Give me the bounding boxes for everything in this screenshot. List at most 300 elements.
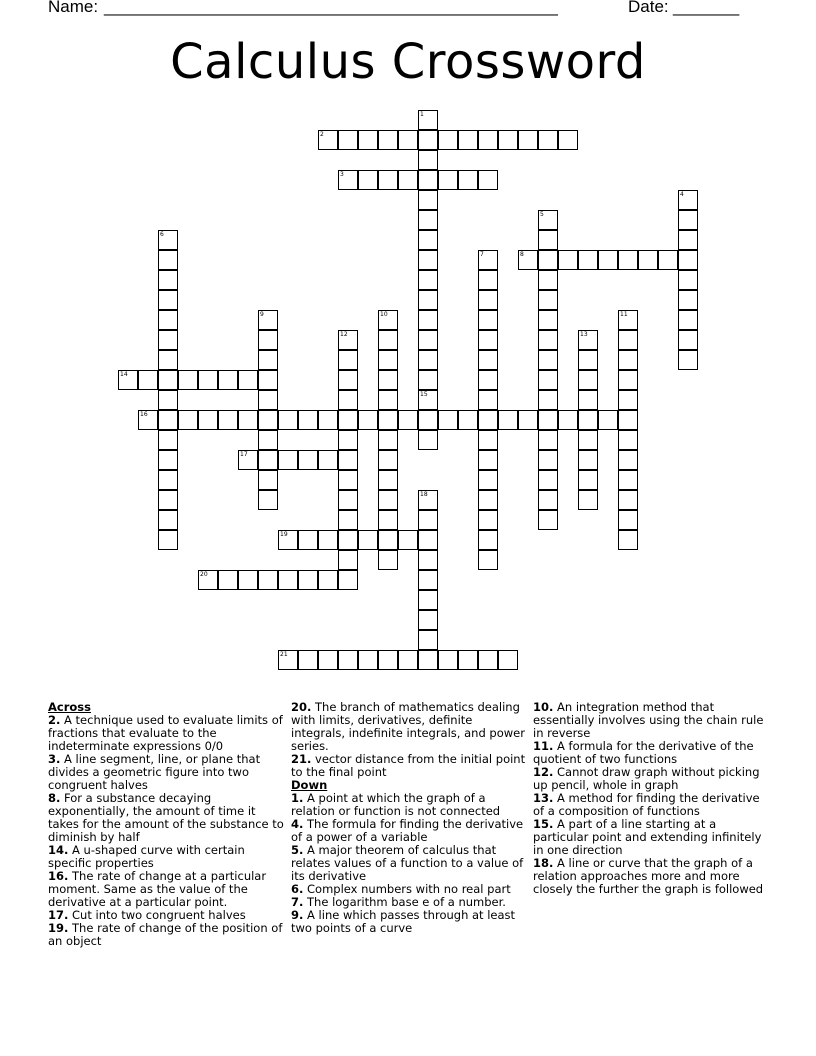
grid-cell[interactable] <box>258 430 278 450</box>
grid-cell[interactable] <box>618 490 638 510</box>
grid-cell[interactable] <box>418 290 438 310</box>
clue-item <box>291 909 527 935</box>
grid-cell[interactable] <box>278 450 298 470</box>
grid-cell[interactable] <box>658 250 678 270</box>
grid-cell[interactable] <box>398 410 418 430</box>
grid-cell[interactable] <box>418 570 438 590</box>
name-label: Name: <box>48 0 99 16</box>
grid-cell[interactable] <box>158 390 178 410</box>
grid-cell[interactable] <box>158 330 178 350</box>
clue-text: A u-shaped curve with certain specific properties <box>48 843 245 870</box>
grid-cell[interactable] <box>418 530 438 550</box>
grid-cell[interactable] <box>158 270 178 290</box>
clue-text: A technique used to evaluate limits of fractions that evaluate to the indeterminate expressions 0/0 <box>48 713 283 753</box>
clue-text: The formula for finding the derivative of a power of a variable <box>291 817 524 844</box>
grid-cell[interactable] <box>178 410 198 430</box>
grid-cell[interactable] <box>478 250 498 270</box>
grid-cell[interactable] <box>478 390 498 410</box>
grid-cell[interactable] <box>158 430 178 450</box>
grid-cell[interactable] <box>418 510 438 530</box>
grid-cell[interactable] <box>478 470 498 490</box>
grid-cell[interactable] <box>318 650 338 670</box>
grid-cell[interactable] <box>378 510 398 530</box>
clue-number-label: 17. <box>48 908 69 922</box>
grid-cell[interactable] <box>318 570 338 590</box>
grid-cell[interactable] <box>358 130 378 150</box>
clue-item <box>291 792 527 818</box>
grid-cell[interactable] <box>418 310 438 330</box>
grid-cell[interactable] <box>318 410 338 430</box>
grid-cell[interactable] <box>538 230 558 250</box>
grid-cell[interactable] <box>618 530 638 550</box>
clue-number-label: 15. <box>533 817 554 831</box>
grid-cell[interactable] <box>378 490 398 510</box>
clue-number-label: 2. <box>48 713 61 727</box>
grid-cell[interactable] <box>338 130 358 150</box>
clue-number-label: 20. <box>291 700 312 714</box>
grid-cell[interactable] <box>338 430 358 450</box>
grid-cell[interactable] <box>318 530 338 550</box>
grid-cell[interactable] <box>518 130 538 150</box>
grid-cell[interactable] <box>358 530 378 550</box>
grid-cell[interactable] <box>678 190 698 210</box>
grid-cell[interactable] <box>478 490 498 510</box>
grid-cell[interactable] <box>378 470 398 490</box>
clue-item <box>48 714 284 753</box>
grid-cell[interactable] <box>578 490 598 510</box>
grid-cell[interactable] <box>338 410 358 430</box>
clue-number-label: 11. <box>533 739 554 753</box>
grid-cell[interactable] <box>538 350 558 370</box>
grid-cell[interactable] <box>578 430 598 450</box>
clue-number-label: 18. <box>533 856 554 870</box>
grid-cell[interactable] <box>418 370 438 390</box>
grid-cell[interactable] <box>338 390 358 410</box>
grid-cell[interactable] <box>338 650 358 670</box>
grid-cell[interactable] <box>558 410 578 430</box>
grid-cell[interactable] <box>458 130 478 150</box>
clue-number-label: 16. <box>48 869 69 883</box>
name-field[interactable]: ________________________________________________ <box>104 0 558 16</box>
grid-cell[interactable] <box>618 330 638 350</box>
grid-cell[interactable] <box>418 270 438 290</box>
grid-cell[interactable] <box>218 410 238 430</box>
clue-number: 2 <box>320 131 324 138</box>
clue-number-label: 12. <box>533 765 554 779</box>
clue-text: For a substance decaying exponentially, the amount of time it takes for the amount of the substance to diminish by half <box>48 791 284 844</box>
grid-cell[interactable] <box>258 570 278 590</box>
grid-cell[interactable] <box>538 470 558 490</box>
clue-number: 12 <box>340 331 348 338</box>
grid-cell[interactable] <box>118 370 138 390</box>
grid-cell[interactable] <box>238 570 258 590</box>
grid-cell[interactable] <box>478 310 498 330</box>
grid-cell[interactable] <box>338 450 358 470</box>
grid-cell[interactable] <box>158 250 178 270</box>
grid-cell[interactable] <box>538 430 558 450</box>
clue-number-label: 4. <box>291 817 304 831</box>
clue-item <box>533 818 769 857</box>
clue-text: A major theorem of calculus that relates values of a function to a value of its derivative <box>291 843 524 883</box>
grid-cell[interactable] <box>538 490 558 510</box>
grid-cell[interactable] <box>158 450 178 470</box>
grid-cell[interactable] <box>338 490 358 510</box>
grid-cell[interactable] <box>618 450 638 470</box>
clue-text: vector distance from the initial point to the final point <box>291 752 526 779</box>
grid-cell[interactable] <box>158 230 178 250</box>
grid-cell[interactable] <box>618 390 638 410</box>
grid-cell[interactable] <box>678 350 698 370</box>
clue-number-label: 9. <box>291 908 304 922</box>
grid-cell[interactable] <box>338 370 358 390</box>
clue-number-label: 19. <box>48 921 69 935</box>
grid-cell[interactable] <box>458 170 478 190</box>
grid-cell[interactable] <box>178 370 198 390</box>
grid-cell[interactable] <box>298 530 318 550</box>
grid-cell[interactable] <box>418 550 438 570</box>
grid-cell[interactable] <box>618 370 638 390</box>
grid-cell[interactable] <box>478 550 498 570</box>
grid-cell[interactable] <box>378 170 398 190</box>
grid-cell[interactable] <box>298 450 318 470</box>
clue-number: 4 <box>680 191 684 198</box>
grid-cell[interactable] <box>618 410 638 430</box>
grid-cell[interactable] <box>578 410 598 430</box>
clue-item <box>48 844 284 870</box>
grid-cell[interactable] <box>478 270 498 290</box>
grid-cell[interactable] <box>518 250 538 270</box>
clue-number: 21 <box>280 651 288 658</box>
clue-item <box>48 870 284 909</box>
grid-cell[interactable] <box>198 410 218 430</box>
clue-text: The rate of change of the position of an object <box>48 921 283 948</box>
grid-cell[interactable] <box>158 530 178 550</box>
grid-cell[interactable] <box>618 510 638 530</box>
grid-cell[interactable] <box>198 570 218 590</box>
grid-cell[interactable] <box>538 410 558 430</box>
grid-cell[interactable] <box>238 410 258 430</box>
grid-cell[interactable] <box>618 250 638 270</box>
grid-cell[interactable] <box>338 570 358 590</box>
grid-cell[interactable] <box>258 450 278 470</box>
grid-cell[interactable] <box>418 410 438 430</box>
clue-number: 6 <box>160 231 164 238</box>
grid-cell[interactable] <box>378 390 398 410</box>
clue-text: Complex numbers with no real part <box>303 882 511 896</box>
grid-cell[interactable] <box>418 630 438 650</box>
grid-cell[interactable] <box>418 590 438 610</box>
grid-cell[interactable] <box>478 350 498 370</box>
grid-cell[interactable] <box>338 170 358 190</box>
grid-cell[interactable] <box>258 490 278 510</box>
grid-cell[interactable] <box>478 370 498 390</box>
grid-cell[interactable] <box>158 470 178 490</box>
grid-cell[interactable] <box>678 210 698 230</box>
grid-cell[interactable] <box>278 410 298 430</box>
clue-number-label: 14. <box>48 843 69 857</box>
grid-cell[interactable] <box>538 450 558 470</box>
grid-cell[interactable] <box>598 250 618 270</box>
grid-cell[interactable] <box>238 450 258 470</box>
grid-cell[interactable] <box>338 330 358 350</box>
grid-cell[interactable] <box>158 490 178 510</box>
grid-cell[interactable] <box>338 470 358 490</box>
grid-cell[interactable] <box>298 650 318 670</box>
grid-cell[interactable] <box>398 130 418 150</box>
clue-text: Cannot draw graph without picking up pencil, whole in graph <box>533 765 760 792</box>
clue-number-label: 13. <box>533 791 554 805</box>
grid-cell[interactable] <box>418 490 438 510</box>
clue-number-label: 1. <box>291 791 304 805</box>
grid-cell[interactable] <box>538 510 558 530</box>
grid-cell[interactable] <box>478 410 498 430</box>
grid-cell[interactable] <box>678 230 698 250</box>
grid-cell[interactable] <box>418 110 438 130</box>
grid-cell[interactable] <box>578 370 598 390</box>
clue-text: A method for finding the derivative of a composition of functions <box>533 791 760 818</box>
clue-number: 17 <box>240 451 248 458</box>
grid-cell[interactable] <box>378 330 398 350</box>
grid-cell[interactable] <box>258 310 278 330</box>
clue-number-label: 3. <box>48 752 61 766</box>
clue-item <box>533 766 769 792</box>
grid-cell[interactable] <box>378 370 398 390</box>
down-heading: Down <box>291 778 328 792</box>
grid-cell[interactable] <box>558 250 578 270</box>
grid-cell[interactable] <box>578 350 598 370</box>
grid-cell[interactable] <box>378 410 398 430</box>
clue-number-label: 7. <box>291 895 304 909</box>
grid-cell[interactable] <box>378 130 398 150</box>
clue-item <box>291 844 527 883</box>
across-heading: Across <box>48 700 91 714</box>
grid-cell[interactable] <box>578 250 598 270</box>
clue-item <box>291 818 527 844</box>
grid-cell[interactable] <box>638 250 658 270</box>
clue-text: Cut into two congruent halves <box>68 908 246 922</box>
grid-cell[interactable] <box>278 650 298 670</box>
grid-cell[interactable] <box>418 650 438 670</box>
clue-column-3 <box>533 701 769 896</box>
date-field[interactable]: _______ <box>673 0 740 16</box>
grid-cell[interactable] <box>678 310 698 330</box>
clue-item <box>48 922 284 948</box>
grid-cell[interactable] <box>418 190 438 210</box>
grid-cell[interactable] <box>538 310 558 330</box>
date-label: Date: <box>628 0 669 16</box>
clue-number: 13 <box>580 331 588 338</box>
grid-cell[interactable] <box>258 330 278 350</box>
grid-cell[interactable] <box>598 410 618 430</box>
grid-cell[interactable] <box>478 290 498 310</box>
clue-number: 20 <box>200 571 208 578</box>
grid-cell[interactable] <box>538 370 558 390</box>
grid-cell[interactable] <box>138 370 158 390</box>
grid-cell[interactable] <box>378 550 398 570</box>
grid-cell[interactable] <box>138 410 158 430</box>
grid-cell[interactable] <box>338 530 358 550</box>
clue-text: The logarithm base e of a number. <box>303 895 506 909</box>
grid-cell[interactable] <box>618 470 638 490</box>
grid-cell[interactable] <box>538 130 558 150</box>
clue-text: A part of a line starting at a particular point and extending infinitely in one direction <box>533 817 762 857</box>
grid-cell[interactable] <box>618 350 638 370</box>
clue-number-label: 21. <box>291 752 312 766</box>
grid-cell[interactable] <box>418 390 438 410</box>
grid-cell[interactable] <box>158 350 178 370</box>
clue-text: A line which passes through at least two points of a curve <box>291 908 516 935</box>
grid-cell[interactable] <box>618 310 638 330</box>
grid-cell[interactable] <box>418 130 438 150</box>
grid-cell[interactable] <box>278 570 298 590</box>
clue-number: 14 <box>120 371 128 378</box>
grid-cell[interactable] <box>538 250 558 270</box>
grid-cell[interactable] <box>378 310 398 330</box>
clue-number: 19 <box>280 531 288 538</box>
grid-cell[interactable] <box>418 250 438 270</box>
grid-cell[interactable] <box>578 450 598 470</box>
grid-cell[interactable] <box>478 430 498 450</box>
grid-cell[interactable] <box>158 510 178 530</box>
clue-number: 15 <box>420 391 428 398</box>
clue-text: An integration method that essentially involves using the chain rule in reverse <box>533 700 764 740</box>
grid-cell[interactable] <box>398 650 418 670</box>
clue-number: 9 <box>260 311 264 318</box>
grid-cell[interactable] <box>298 410 318 430</box>
grid-cell[interactable] <box>358 410 378 430</box>
grid-cell[interactable] <box>218 370 238 390</box>
grid-cell[interactable] <box>298 570 318 590</box>
clue-number-label: 10. <box>533 700 554 714</box>
grid-cell[interactable] <box>378 430 398 450</box>
grid-cell[interactable] <box>158 290 178 310</box>
grid-cell[interactable] <box>678 250 698 270</box>
grid-cell[interactable] <box>318 130 338 150</box>
grid-cell[interactable] <box>478 330 498 350</box>
clue-text: The branch of mathematics dealing with limits, derivatives, definite integrals, indefinite integrals, and power series. <box>291 700 525 753</box>
clue-number: 5 <box>540 211 544 218</box>
grid-cell[interactable] <box>478 650 498 670</box>
grid-cell[interactable] <box>498 650 518 670</box>
grid-cell[interactable] <box>578 470 598 490</box>
grid-cell[interactable] <box>358 650 378 670</box>
grid-cell[interactable] <box>258 370 278 390</box>
grid-cell[interactable] <box>258 390 278 410</box>
grid-cell[interactable] <box>438 170 458 190</box>
grid-cell[interactable] <box>418 430 438 450</box>
grid-cell[interactable] <box>438 650 458 670</box>
grid-cell[interactable] <box>418 210 438 230</box>
grid-cell[interactable] <box>478 170 498 190</box>
grid-cell[interactable] <box>538 210 558 230</box>
grid-cell[interactable] <box>378 650 398 670</box>
grid-cell[interactable] <box>398 170 418 190</box>
clue-number: 18 <box>420 491 428 498</box>
grid-cell[interactable] <box>418 150 438 170</box>
grid-cell[interactable] <box>678 290 698 310</box>
grid-cell[interactable] <box>358 170 378 190</box>
grid-cell[interactable] <box>438 410 458 430</box>
clue-item <box>533 701 769 740</box>
grid-cell[interactable] <box>318 450 338 470</box>
clue-text: A point at which the graph of a relation or function is not connected <box>291 791 501 818</box>
grid-cell[interactable] <box>438 130 458 150</box>
grid-cell[interactable] <box>478 530 498 550</box>
grid-cell[interactable] <box>418 350 438 370</box>
clue-item <box>48 753 284 792</box>
grid-cell[interactable] <box>478 130 498 150</box>
grid-cell[interactable] <box>538 330 558 350</box>
grid-cell[interactable] <box>418 610 438 630</box>
clue-text: The rate of change at a particular moment. Same as the value of the derivative at a particular point. <box>48 869 267 909</box>
grid-cell[interactable] <box>538 390 558 410</box>
grid-cell[interactable] <box>478 510 498 530</box>
grid-cell[interactable] <box>458 410 478 430</box>
grid-cell[interactable] <box>418 230 438 250</box>
grid-cell[interactable] <box>538 290 558 310</box>
grid-cell[interactable] <box>158 370 178 390</box>
clue-column-2 <box>291 701 527 935</box>
grid-cell[interactable] <box>678 330 698 350</box>
grid-cell[interactable] <box>338 510 358 530</box>
grid-cell[interactable] <box>578 330 598 350</box>
clue-number-label: 5. <box>291 843 304 857</box>
grid-cell[interactable] <box>218 570 238 590</box>
grid-cell[interactable] <box>258 470 278 490</box>
grid-cell[interactable] <box>518 410 538 430</box>
clue-item <box>291 701 527 753</box>
grid-cell[interactable] <box>478 450 498 470</box>
clue-number-label: 8. <box>48 791 61 805</box>
grid-cell[interactable] <box>198 370 218 390</box>
grid-cell[interactable] <box>158 410 178 430</box>
grid-cell[interactable] <box>378 530 398 550</box>
grid-cell[interactable] <box>338 350 358 370</box>
grid-cell[interactable] <box>258 350 278 370</box>
clue-text: A line or curve that the graph of a relation approaches more and more closely the further the graph is followed <box>533 856 764 896</box>
clue-item <box>48 792 284 844</box>
grid-cell[interactable] <box>678 270 698 290</box>
grid-cell[interactable] <box>338 550 358 570</box>
grid-cell[interactable] <box>278 530 298 550</box>
clue-number: 1 <box>420 111 424 118</box>
grid-cell[interactable] <box>458 650 478 670</box>
clue-item <box>533 857 769 896</box>
clue-item <box>533 792 769 818</box>
grid-cell[interactable] <box>158 310 178 330</box>
grid-cell[interactable] <box>498 130 518 150</box>
grid-cell[interactable] <box>258 410 278 430</box>
page-title: Calculus Crossword <box>170 34 646 90</box>
grid-cell[interactable] <box>418 330 438 350</box>
clue-number: 7 <box>480 251 484 258</box>
grid-cell[interactable] <box>378 450 398 470</box>
grid-cell[interactable] <box>418 170 438 190</box>
clue-number-label: 6. <box>291 882 304 896</box>
clue-number: 11 <box>620 311 628 318</box>
grid-cell[interactable] <box>498 410 518 430</box>
grid-cell[interactable] <box>238 370 258 390</box>
grid-cell[interactable] <box>618 430 638 450</box>
clue-column-1 <box>48 701 284 948</box>
grid-cell[interactable] <box>378 350 398 370</box>
grid-cell[interactable] <box>558 130 578 150</box>
clue-text: A formula for the derivative of the quotient of two functions <box>533 739 754 766</box>
grid-cell[interactable] <box>398 530 418 550</box>
grid-cell[interactable] <box>538 270 558 290</box>
grid-cell[interactable] <box>578 390 598 410</box>
clue-number: 16 <box>140 411 148 418</box>
